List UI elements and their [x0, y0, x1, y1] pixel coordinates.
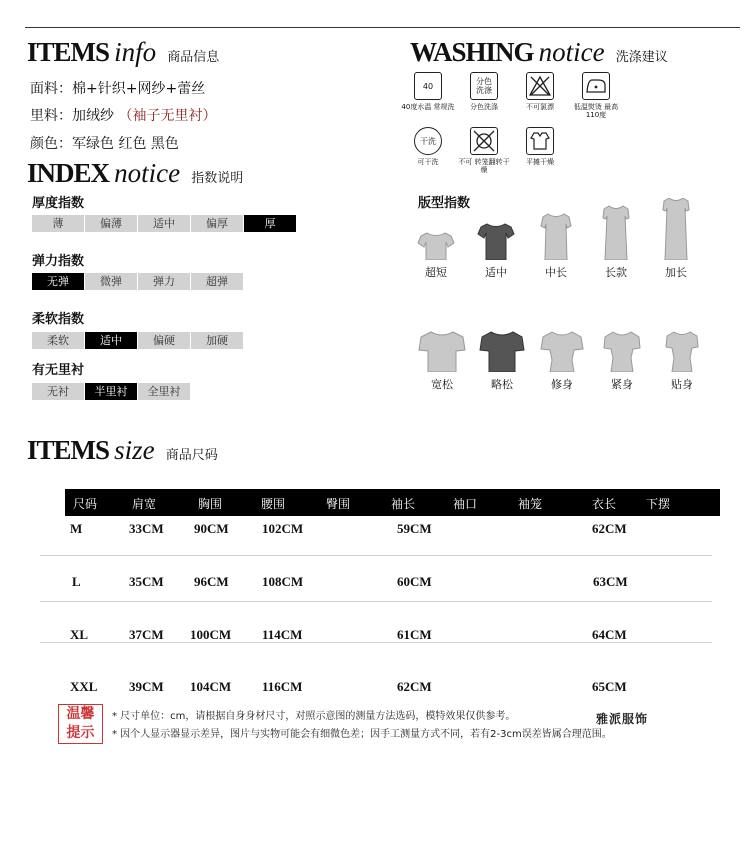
- size-cell: 62CM: [592, 521, 627, 536]
- fit-shirts-row: [412, 330, 712, 392]
- info-value: 加绒纱: [72, 108, 114, 124]
- size-table-header: [65, 489, 720, 516]
- shirt-extra-long-icon: [654, 198, 698, 260]
- scale-cell: 偏厚: [191, 215, 243, 232]
- shirt-medium-icon: [474, 198, 518, 260]
- softness-scale: [32, 332, 243, 349]
- scale-cell: 薄: [32, 215, 84, 232]
- wash-caption: 可干洗: [417, 158, 439, 166]
- dry-clean-icon: [414, 127, 442, 155]
- size-cell: 60CM: [397, 574, 432, 589]
- scale-cell: 无衬: [32, 383, 84, 400]
- scale-cell-selected: 厚: [244, 215, 296, 232]
- header-cell: 袖口: [453, 497, 478, 511]
- warm-tip-badge: [58, 704, 103, 744]
- icon-text: 40: [422, 81, 434, 91]
- header-cell: 袖笼: [518, 497, 543, 511]
- scale-cell: 超弹: [191, 273, 243, 290]
- badge-line: 温馨: [66, 706, 95, 722]
- shirt-fit-option: [532, 330, 592, 392]
- notice-note-2: * 因个人显示器显示差异，图片与实物可能会有细微色差；因手工测量方式不同，若有2-3cm误差皆属合理范围。: [112, 729, 612, 740]
- washing-icons-row-2: [400, 127, 568, 174]
- scale-cell-selected: 无弹: [32, 273, 84, 290]
- info-label: 里料：: [30, 108, 72, 124]
- scale-cell: 全里衬: [138, 383, 190, 400]
- brand-watermark: 雅派服饰: [596, 712, 649, 726]
- shirt-fitted-icon: [658, 330, 706, 372]
- wash-item: [512, 127, 568, 174]
- notice-note-1: * 尺寸单位：cm，请根据自身身材尺寸，对照示意图的测量方法选码，模特效果仅供参考。: [112, 711, 516, 722]
- row-divider: [40, 601, 712, 602]
- shirt-length-option: [586, 198, 646, 280]
- size-cell: 116CM: [262, 679, 303, 694]
- separate-wash-icon: [470, 72, 498, 100]
- scale-cell: 偏硬: [138, 332, 190, 349]
- size-cell: L: [72, 574, 81, 589]
- shirt-label: 宽松: [431, 378, 453, 391]
- items-info-title: [27, 37, 219, 68]
- shirt-label: 加长: [665, 266, 687, 279]
- shirt-length-option: [406, 198, 466, 280]
- shirt-slightly-loose-icon: [478, 330, 526, 372]
- size-cell: 63CM: [593, 574, 628, 589]
- shirt-length-option: [466, 198, 526, 280]
- title-big: INDEX: [27, 158, 110, 188]
- shirt-fit-option: [412, 330, 472, 392]
- size-cell: 39CM: [129, 679, 164, 694]
- shirt-label: 超短: [425, 266, 447, 279]
- lining-index-label: 有无里衬: [32, 363, 85, 378]
- size-cell: 64CM: [592, 627, 627, 642]
- size-cell: 96CM: [194, 574, 229, 589]
- scale-cell-selected: 适中: [85, 332, 137, 349]
- shirt-label: 长款: [605, 266, 627, 279]
- wash-caption: 40度水温 常规洗: [401, 103, 455, 111]
- color-line: [30, 133, 179, 153]
- wash-caption: 分色洗涤: [470, 103, 498, 111]
- icon-text: 干洗: [420, 136, 436, 146]
- size-cell: 65CM: [592, 679, 627, 694]
- wash-caption: 不可氯漂: [526, 103, 554, 111]
- scale-cell: 弹力: [138, 273, 190, 290]
- shirt-label: 贴身: [671, 378, 693, 391]
- wash-item: [512, 72, 568, 119]
- washing-notice-title: [410, 37, 668, 68]
- no-bleach-icon: [526, 72, 554, 100]
- size-cell: 61CM: [397, 627, 432, 642]
- shirt-fit-option: [652, 330, 712, 392]
- scale-cell: 加硬: [191, 332, 243, 349]
- header-cell: 衣长: [592, 497, 617, 511]
- no-tumble-dry-icon: [470, 127, 498, 155]
- scale-cell: 微弹: [85, 273, 137, 290]
- shirt-slim-icon: [538, 330, 586, 372]
- title-cn: 指数说明: [191, 171, 244, 186]
- shirt-label: 适中: [485, 266, 507, 279]
- size-cell: M: [70, 521, 83, 536]
- size-cell: 90CM: [194, 521, 229, 536]
- lining-scale: [32, 383, 190, 400]
- shirt-short-icon: [414, 198, 458, 260]
- title-big: WASHING: [410, 37, 534, 67]
- header-cell: 袖长: [391, 497, 416, 511]
- scale-cell-selected: 半里衬: [85, 383, 137, 400]
- thickness-index-label: 厚度指数: [32, 196, 85, 211]
- thickness-scale: [32, 215, 296, 232]
- wash-item: [568, 72, 624, 119]
- header-cell: 下摆: [646, 497, 671, 511]
- flat-dry-icon: [526, 127, 554, 155]
- fabric-line: [30, 78, 205, 98]
- badge-line: 提示: [66, 725, 95, 741]
- header-cell: 尺码: [73, 497, 98, 511]
- info-label: 面料：: [30, 81, 72, 97]
- header-cell: 臀围: [326, 497, 351, 511]
- shirt-label: 略松: [491, 378, 513, 391]
- elasticity-scale: [32, 273, 243, 290]
- shirt-length-option: [646, 198, 706, 280]
- index-notice-title: [27, 158, 243, 189]
- title-cn: 商品尺码: [165, 448, 218, 463]
- size-cell: 114CM: [262, 627, 303, 642]
- shirt-long-icon: [594, 198, 638, 260]
- title-big: ITEMS: [27, 37, 110, 67]
- size-cell: XXL: [70, 679, 98, 694]
- title-italic: info: [114, 37, 157, 67]
- scale-cell: 偏薄: [85, 215, 137, 232]
- wash-item: [456, 72, 512, 119]
- top-divider: [25, 27, 740, 28]
- scale-cell: 柔软: [32, 332, 84, 349]
- size-cell: 100CM: [190, 627, 232, 642]
- shirt-label: 紧身: [611, 378, 633, 391]
- items-size-title: [27, 435, 218, 466]
- info-label: 颜色：: [30, 136, 72, 152]
- shirt-length-option: [526, 198, 586, 280]
- length-shirts-row: [406, 198, 706, 280]
- wash-caption: 低温熨烫 最高110度: [573, 103, 619, 119]
- title-italic: notice: [538, 37, 605, 67]
- shirt-mid-long-icon: [534, 198, 578, 260]
- fit-index-label: 版型指数: [418, 196, 471, 211]
- size-cell: 102CM: [262, 521, 304, 536]
- lining-line: [30, 105, 216, 125]
- size-cell: 37CM: [129, 627, 164, 642]
- wash-caption: 平摊干燥: [526, 158, 554, 166]
- shirt-loose-icon: [418, 330, 466, 372]
- row-divider: [40, 555, 712, 556]
- header-cell: 肩宽: [132, 497, 157, 511]
- shirt-label: 修身: [551, 378, 573, 391]
- wash-item: [400, 127, 456, 174]
- header-cell: 胸围: [198, 497, 223, 511]
- elasticity-index-label: 弹力指数: [32, 254, 85, 269]
- title-italic: size: [114, 435, 155, 465]
- title-cn: 洗涤建议: [615, 50, 668, 65]
- iron-low-icon: [582, 72, 610, 100]
- info-value: 棉+针织+网纱+蕾丝: [72, 81, 206, 97]
- row-divider: [40, 642, 712, 643]
- scale-cell: 适中: [138, 215, 190, 232]
- icon-text: 分色 洗涤: [476, 77, 492, 95]
- title-italic: notice: [114, 158, 181, 188]
- size-cell: 33CM: [129, 521, 164, 536]
- washing-icons-row-1: [400, 72, 624, 119]
- size-cell: 35CM: [129, 574, 164, 589]
- shirt-fit-option: [472, 330, 532, 392]
- shirt-fit-option: [592, 330, 652, 392]
- title-big: ITEMS: [27, 435, 110, 465]
- size-cell: XL: [70, 627, 89, 642]
- size-cell: 62CM: [397, 679, 432, 694]
- wash-item: [456, 127, 512, 174]
- shirt-tight-icon: [598, 330, 646, 372]
- washtub-40-icon: [414, 72, 442, 100]
- size-cell: 104CM: [190, 679, 232, 694]
- header-cell: 腰围: [261, 497, 286, 511]
- wash-caption: 不可 转笼翻转干燥: [458, 158, 510, 174]
- title-cn: 商品信息: [167, 50, 220, 65]
- softness-index-label: 柔软指数: [32, 312, 85, 327]
- size-cell: 59CM: [397, 521, 432, 536]
- shirt-label: 中长: [545, 266, 567, 279]
- size-cell: 108CM: [262, 574, 304, 589]
- wash-item: [400, 72, 456, 119]
- info-value: 军绿色 红色 黑色: [72, 136, 179, 152]
- info-extra: （袖子无里衬）: [118, 108, 217, 124]
